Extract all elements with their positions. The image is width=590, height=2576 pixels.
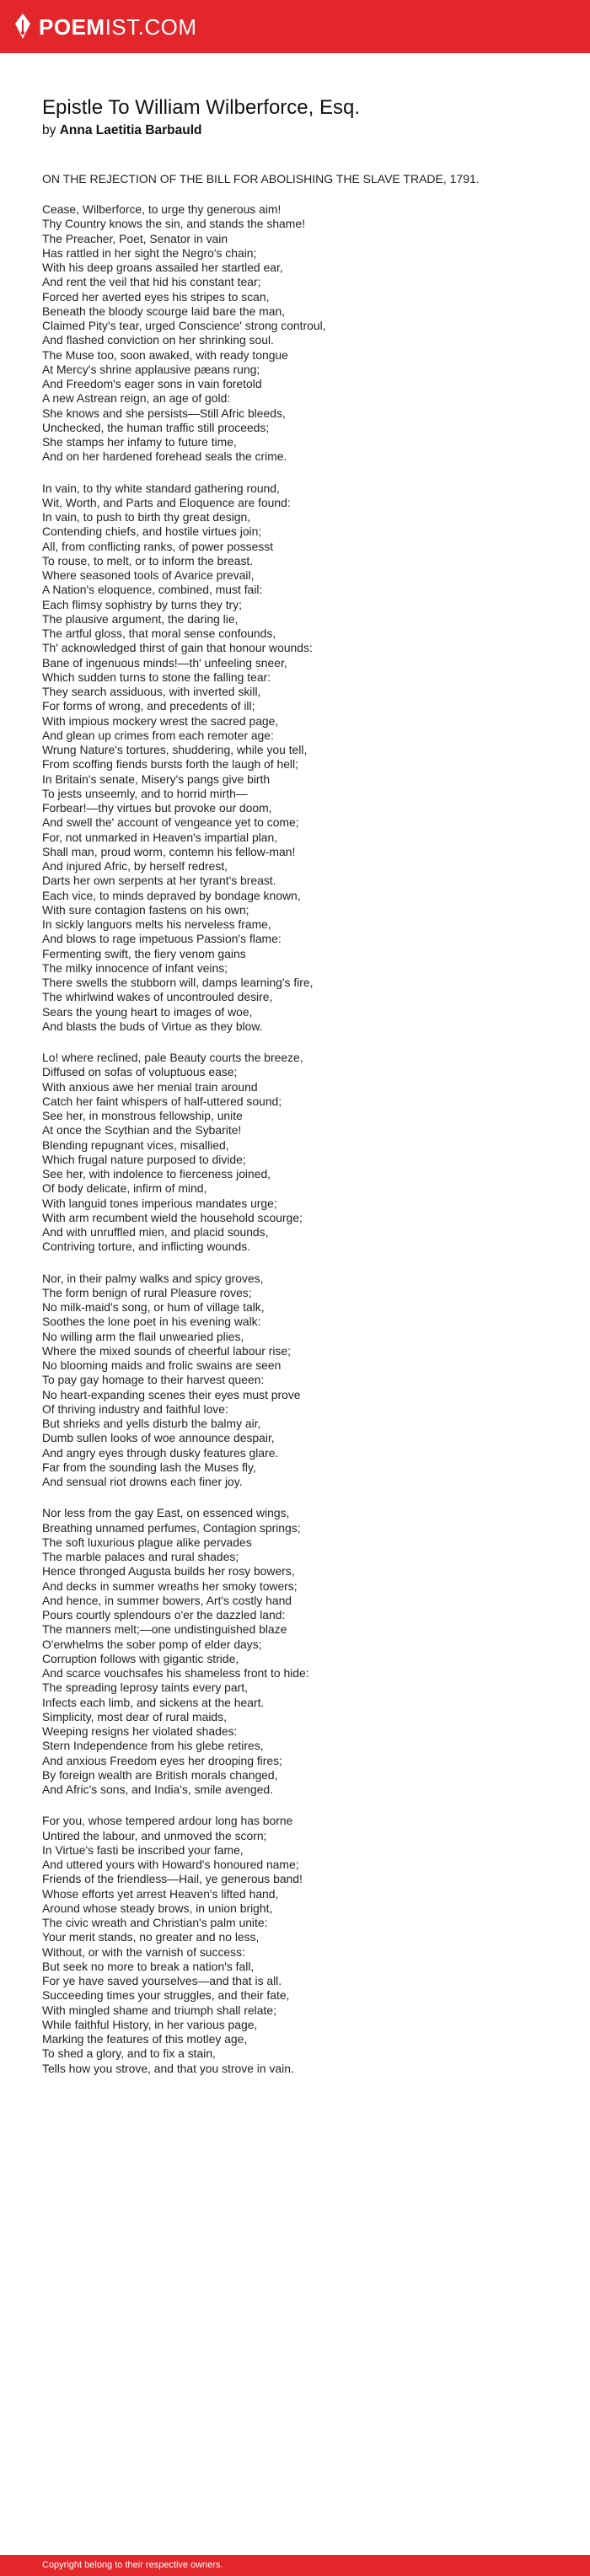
stanza	[42, 1814, 556, 2076]
poem-line: The soft luxurious plague alike pervades	[42, 1535, 252, 1549]
poem-line: Has rattled in her sight the Negro's chain;	[42, 245, 257, 260]
stanza	[42, 202, 556, 465]
poem-line: Hence thronged Augusta builds her rosy bowers,	[42, 1564, 295, 1578]
logo-bold-text: POEM	[39, 14, 105, 40]
poem-line: Tells how you strove, and that you strove in vain.	[42, 2061, 294, 2075]
poem-line: Dumb sullen looks of woe announce despair,	[42, 1431, 275, 1445]
poem-line: With his deep groans assailed her startled ear,	[42, 261, 283, 274]
poem-line: Beneath the bloody scourge laid bare the man,	[42, 304, 286, 318]
poem-line: But seek no more to break a nation's fall,	[42, 1959, 255, 1973]
poem-line: Shall man, proud worm, contemn his fellow-man!	[42, 844, 296, 858]
poem-line: And blasts the buds of Virtue as they blow.	[42, 1019, 263, 1033]
poem-line: Which sudden turns to stone the falling tear:	[42, 670, 271, 684]
poem-line: With sure contagion fastens on his own;	[42, 902, 249, 917]
poem-line: Contending chiefs, and hostile virtues join;	[42, 524, 262, 539]
poem-line: All, from conflicting ranks, of power possesst	[42, 539, 274, 553]
poem-line: Catch her faint whispers of half-uttered sound;	[42, 1094, 282, 1108]
poem-line: No blooming maids and frolic swains are seen	[42, 1358, 282, 1372]
poem-line: Forbear!—thy virtues but provoke our doom,	[42, 801, 272, 815]
poem-line: The artful gloss, that moral sense confounds,	[42, 627, 276, 640]
poem-line: In Virtue's fasti be inscribed your fame,	[42, 1842, 244, 1857]
poem-line: Bane of ingenuous minds!—th' unfeeling sneer,	[42, 655, 287, 670]
poem-line: For, not unmarked in Heaven's impartial plan,	[42, 830, 278, 844]
poem-line: Of thriving industry and faithful love:	[42, 1401, 228, 1416]
poem-line: And swell the' account of vengeance yet to come;	[42, 815, 299, 830]
poem-line: Nor, in their palmy walks and spicy groves,	[42, 1271, 264, 1285]
poem-line: Cease, Wilberforce, to urge thy generous aim!	[42, 202, 282, 216]
poem-line: In Britain's senate, Misery's pangs give birth	[42, 772, 271, 786]
poem-line: In vain, to thy white standard gathering round,	[42, 481, 280, 495]
poem-line: At once the Scythian and the Sybarite!	[42, 1123, 242, 1137]
poem-line: In vain, to push to birth thy great design,	[42, 510, 251, 524]
poem-line: Untired the labour, and unmoved the scorn;	[42, 1828, 267, 1842]
site-footer	[0, 2555, 590, 2576]
poem-line: No willing arm the flail unwearied plies,	[42, 1329, 244, 1343]
poem-line: The Preacher, Poet, Senator in vain	[42, 231, 228, 245]
poem-line: The manners melt;—one undistinguished blaze	[42, 1622, 287, 1637]
poem-line: And flashed conviction on her shrinking soul.	[42, 333, 274, 347]
poem-line: Marking the features of this motley age,	[42, 2032, 248, 2046]
poem-line: Wit, Worth, and Parts and Eloquence are found:	[42, 495, 291, 509]
poem-line: Weeping resigns her violated shades:	[42, 1724, 238, 1738]
poem-line: And glean up crimes from each remoter age:	[42, 728, 274, 742]
poem-line: Forced her averted eyes his stripes to scan,	[42, 289, 270, 304]
poem-line: And with unruffled mien, and placid sounds,	[42, 1225, 269, 1239]
poem-line: The civic wreath and Christian's palm unite:	[42, 1916, 268, 1929]
poem-line: No heart-expanding scenes their eyes must prove	[42, 1387, 301, 1401]
poem-line: Soothes the lone poet in his evening walk:	[42, 1315, 261, 1329]
poem-line: And decks in summer wreaths her smoky towers;	[42, 1578, 298, 1593]
poem-line: Where the mixed sounds of cheerful labour rise;	[42, 1343, 291, 1358]
poem-line: With impious mockery wrest the sacred page,	[42, 713, 279, 728]
poem-line: The milky innocence of infant veins;	[42, 960, 228, 975]
poem-line: Which frugal nature purposed to divide;	[42, 1152, 246, 1166]
poem-line: Unchecked, the human traffic still proceeds;	[42, 420, 270, 434]
poem-line: Contriving torture, and inflicting wounds.	[42, 1240, 251, 1254]
poem-line: No milk-maid's song, or hum of village talk,	[42, 1300, 265, 1314]
poem-line: Blending repugnant vices, misallied,	[42, 1137, 229, 1152]
poem-line: Fermenting swift, the fiery venom gains	[42, 946, 246, 960]
poem-line: And blows to rage impetuous Passion's flame:	[42, 932, 282, 946]
poem-line: And scarce vouchsafes his shameless front to hide:	[42, 1666, 309, 1680]
poem-line: Thy Country knows the sin, and stands the shame!	[42, 217, 305, 231]
poem-line: And uttered yours with Howard's honoured name;	[42, 1858, 299, 1871]
poem-line: Th' acknowledged thirst of gain that honour wounds:	[42, 641, 313, 655]
site-logo[interactable]	[13, 12, 197, 42]
poem-line: Wrung Nature's tortures, shuddering, while you tell,	[42, 743, 308, 756]
poem-line: Your merit stands, no greater and no less,	[42, 1930, 260, 1944]
author-link[interactable]: Anna Laetitia Barbauld	[59, 123, 202, 137]
poem-line: Corruption follows with gigantic stride,	[42, 1651, 239, 1665]
poem-line: And sensual riot drowns each finer joy.	[42, 1475, 243, 1488]
poem-line: And angry eyes through dusky features glare.	[42, 1445, 279, 1460]
poem-line: Each flimsy sophistry by turns they try;	[42, 597, 242, 611]
poem-line: And injured Afric, by herself redrest,	[42, 859, 228, 873]
poem-line: Around whose steady brows, in union bright,	[42, 1901, 273, 1915]
poem-line: But shrieks and yells disturb the balmy air,	[42, 1417, 261, 1430]
poem-line: Lo! where reclined, pale Beauty courts the breeze,	[42, 1051, 303, 1064]
poem-body	[42, 202, 556, 2076]
byline	[42, 122, 556, 139]
poem-line: By foreign wealth are British morals changed,	[42, 1767, 278, 1782]
stanza	[42, 1506, 556, 1797]
poem-line: From scoffing fiends bursts forth the laugh of hell;	[42, 757, 298, 772]
quill-pen-icon	[13, 13, 32, 41]
poem-line: Of body delicate, infirm of mind,	[42, 1181, 207, 1196]
poem-line: And anxious Freedom eyes her drooping fires;	[42, 1753, 282, 1767]
poem-line: The whirlwind wakes of uncontrouled desire,	[42, 990, 273, 1004]
site-header	[0, 0, 590, 53]
poem-line: To jests unseemly, and to horrid mirth—	[42, 786, 248, 800]
poem-line: For ye have saved yourselves—and that is all.	[42, 1974, 282, 1987]
poem-title: Epistle To William Wilberforce, Esq.	[42, 96, 360, 119]
poem-line: Whose efforts yet arrest Heaven's lifted hand,	[42, 1886, 279, 1901]
poem-line: And hence, in summer bowers, Art's costly hand	[42, 1593, 292, 1607]
poem-line: Stern Independence from his glebe retires,	[42, 1739, 264, 1753]
poem-line: They search assiduous, with inverted skill,	[42, 685, 261, 698]
poem-line: And Afric's sons, and India's, smile avenged.	[42, 1783, 274, 1796]
copyright-text: Copyright belong to their respective owners.	[42, 2560, 223, 2570]
poem-line: Nor less from the gay East, on essenced wings,	[42, 1506, 290, 1520]
poem-line: Diffused on sofas of voluptuous ease;	[42, 1065, 238, 1079]
logo-wordmark	[39, 12, 197, 42]
poem-line: O'erwhelms the sober pomp of elder days;	[42, 1637, 262, 1651]
poem-line: While faithful History, in her various page,	[42, 2017, 258, 2031]
poem-line: To pay gay homage to their harvest queen:	[42, 1373, 265, 1387]
poem-line: She knows and she persists—Still Afric bleeds,	[42, 406, 286, 420]
poem-line: There swells the stubborn will, damps learning's fire,	[42, 976, 314, 989]
poem-line: The form benign of rural Pleasure roves;	[42, 1285, 252, 1299]
poem-line: The Muse too, soon awaked, with ready tongue	[42, 347, 288, 362]
poem-line: Far from the sounding lash the Muses fly,	[42, 1460, 256, 1474]
poem-line: Each vice, to minds depraved by bondage known,	[42, 888, 301, 902]
poem-line: The plausive argument, the daring lie,	[42, 611, 239, 626]
poem-line: With languid tones imperious mandates urge;	[42, 1196, 277, 1210]
byline-prefix: by	[42, 123, 56, 137]
poem-line: See her, with indolence to fierceness joined,	[42, 1167, 271, 1180]
poem-subtitle: ON THE REJECTION OF THE BILL FOR ABOLISHING THE SLAVE TRADE, 1791.	[42, 172, 480, 186]
poem-line: To rouse, to melt, or to inform the breast.	[42, 553, 254, 567]
poem-line: And rent the veil that hid his constant tear;	[42, 275, 261, 289]
poem-line: Friends of the friendless—Hail, ye generous band!	[42, 1872, 303, 1886]
poem-line: And Freedom's eager sons in vain foretold	[42, 377, 262, 390]
poem-line: For forms of wrong, and precedents of ill;	[42, 699, 255, 713]
poem-line: Simplicity, most dear of rural maids,	[42, 1709, 227, 1724]
stanza	[42, 1051, 556, 1255]
poem-line: A Nation's eloquence, combined, must fail:	[42, 583, 263, 597]
poem-line: With mingled shame and triumph shall relate;	[42, 2003, 276, 2017]
poem-content	[42, 95, 556, 2093]
poem-line: The marble palaces and rural shades;	[42, 1550, 239, 1563]
poem-line: Infects each limb, and sickens at the heart.	[42, 1695, 265, 1709]
poem-line: A new Astrean reign, an age of gold:	[42, 391, 231, 406]
poem-line: See her, in monstrous fellowship, unite	[42, 1109, 243, 1122]
poem-line: With anxious awe her menial train around	[42, 1079, 258, 1094]
poem-line: With arm recumbent wield the household scourge;	[42, 1210, 303, 1224]
poem-line: Without, or with the varnish of success:	[42, 1944, 245, 1959]
stanza	[42, 481, 556, 1035]
logo-light-text: IST.COM	[105, 14, 197, 40]
poem-line: For you, whose tempered ardour long has borne	[42, 1814, 293, 1828]
stanza	[42, 1272, 556, 1490]
poem-line: To shed a glory, and to fix a stain,	[42, 2046, 216, 2061]
poem-line: In sickly languors melts his nerveless frame,	[42, 917, 271, 931]
poem-line: Where seasoned tools of Avarice prevail,	[42, 568, 255, 582]
poem-line: She stamps her infamy to future time,	[42, 435, 237, 449]
poem-line: Darts her own serpents at her tyrant's breast.	[42, 874, 276, 888]
poem-line: And on her hardened forehead seals the crime.	[42, 449, 287, 464]
poem-line: Pours courtly splendours o'er the dazzled land:	[42, 1608, 286, 1621]
poem-line: The spreading leprosy taints every part,	[42, 1681, 248, 1695]
poem-line: Succeeding times your struggles, and their fate,	[42, 1988, 290, 2003]
poem-line: Sears the young heart to images of woe,	[42, 1004, 253, 1019]
poem-line: Breathing unnamed perfumes, Contagion springs;	[42, 1520, 301, 1535]
poem-line: At Mercy's shrine applausive pæans rung;	[42, 362, 260, 376]
poem-line: Claimed Pity's tear, urged Conscience' strong controul,	[42, 319, 326, 332]
